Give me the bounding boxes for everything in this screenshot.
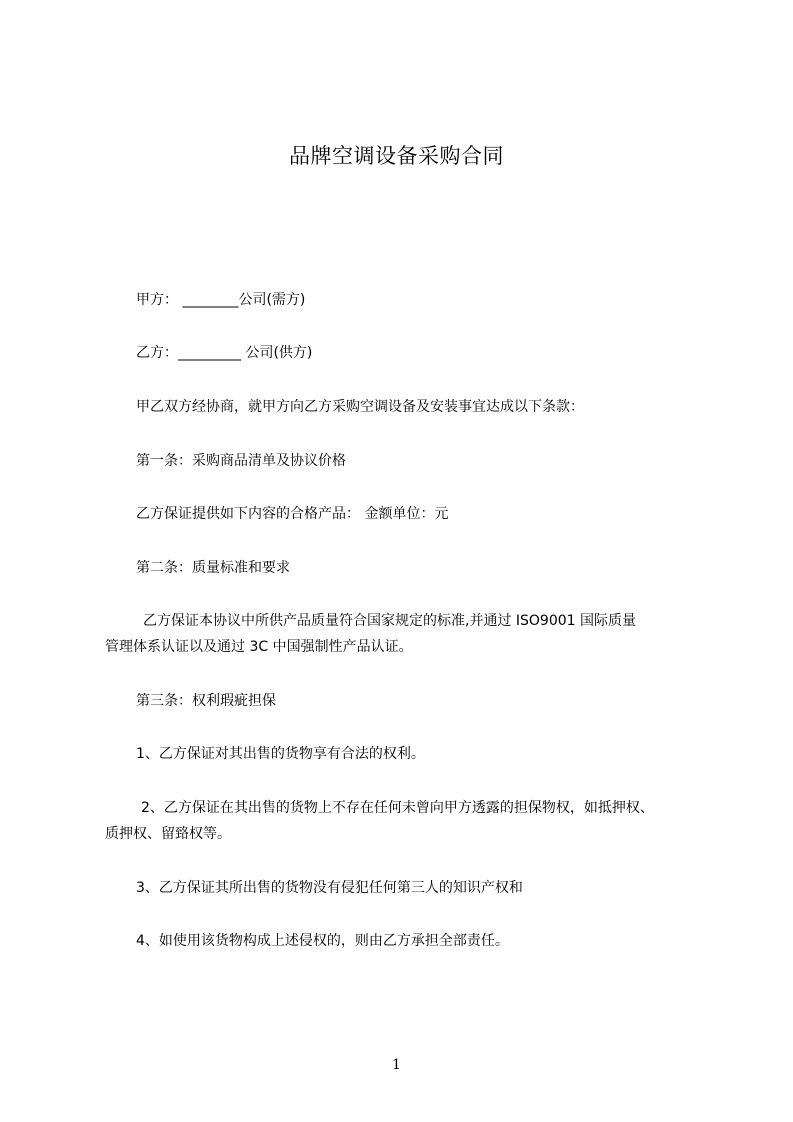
article3-item2-line2: 质押权、留臵权等。 [105, 826, 231, 842]
article1-text: 乙方保证提供如下内容的合格产品： 金额单位：元 [136, 506, 449, 522]
article3-item1: 1、乙方保证对其出售的货物享有合法的权利。 [136, 746, 425, 762]
article3-item4: 4、如使用该货物构成上述侵权的，则由乙方承担全部责任。 [136, 933, 509, 949]
preamble-paragraph: 甲乙双方经协商，就甲方向乙方采购空调设备及安装事宜达成以下条款： [136, 399, 584, 415]
article2-heading: 第二条：质量标准和要求 [136, 560, 290, 576]
article3-item3: 3、乙方保证其所出售的货物没有侵犯任何第三人的知识产权和 [136, 880, 523, 896]
article3-heading: 第三条：权利瑕疵担保 [136, 693, 276, 709]
article3-item2-line1: 2、乙方保证在其出售的货物上不存在任何未曾向甲方透露的担保物权，如抵押权、 [141, 800, 654, 816]
article2-text-line1: 乙方保证本协议中所供产品质量符合国家规定的标准,并通过 ISO9001 国际质量 [143, 613, 637, 629]
article2-text-line2: 管理体系认证以及通过 3C 中国强制性产品认证。 [105, 639, 413, 655]
document-title: 品牌空调设备采购合同 [289, 144, 504, 168]
page-number: 1 [392, 1057, 401, 1073]
article1-heading: 第一条：采购商品清单及协议价格 [136, 453, 346, 469]
party-a-line: 甲方： ________公司(需方) [136, 292, 306, 308]
party-b-line: 乙方：_________ 公司(供方) [136, 345, 313, 361]
